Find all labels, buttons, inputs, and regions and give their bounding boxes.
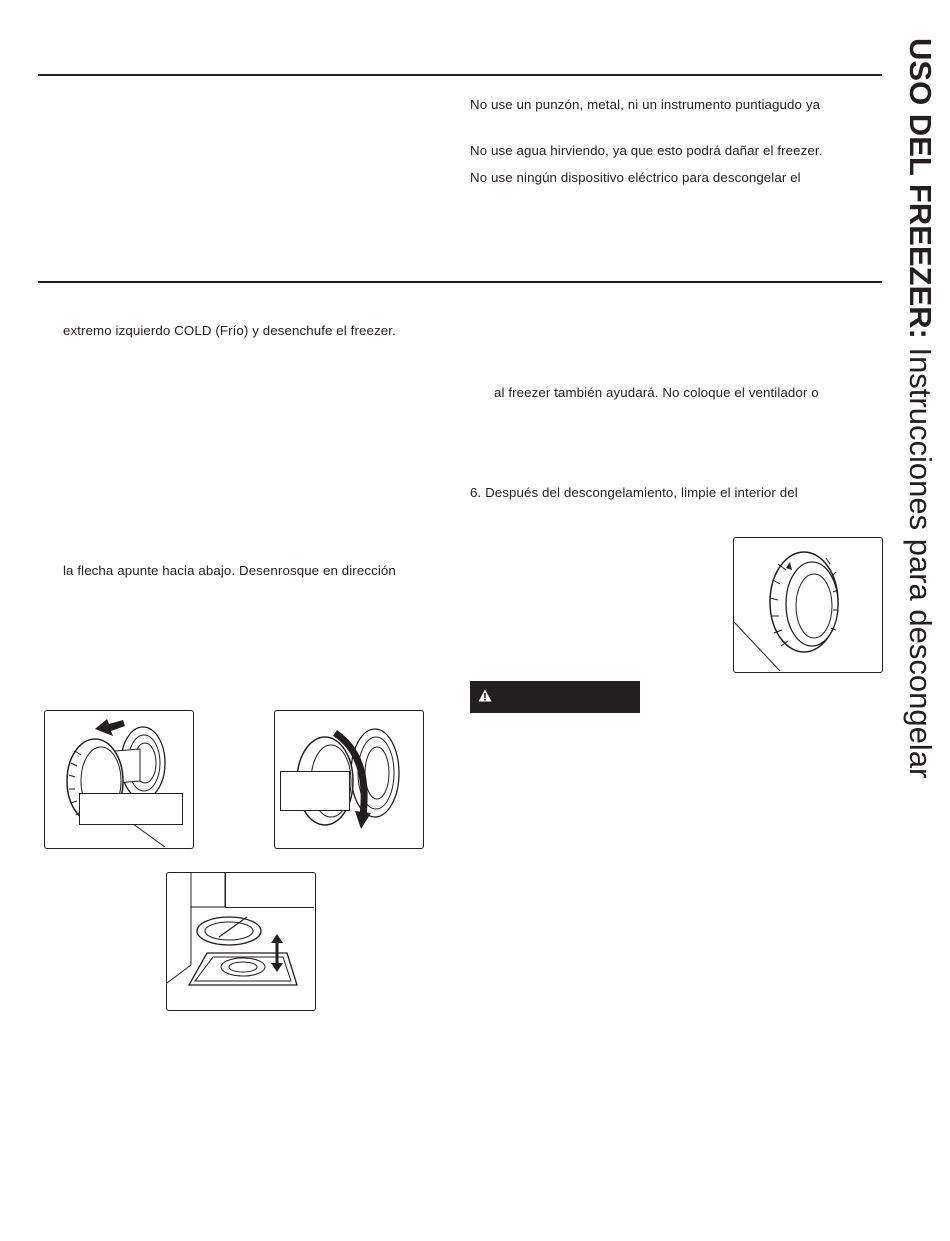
figure-1-label-box (79, 793, 183, 825)
drain-plug-pull-figure (44, 710, 194, 849)
section-side-title (903, 38, 937, 778)
right-text-line-2: No use agua hirviendo, ya que esto podrá dañar el freezer. (470, 143, 823, 158)
figure-2-label-box (280, 771, 350, 811)
step-6-text: 6. Después del descongelamiento, limpie el interior del (470, 485, 798, 500)
left-text-line-2: la flecha apunte hacia abajo. Desenrosque en dirección (63, 563, 396, 578)
side-title-bold: USO DEL FREEZER: (903, 38, 938, 339)
drain-plug-closeup-figure (733, 537, 883, 673)
figure-3-label-box (225, 873, 314, 908)
right-text-line-1: No use un punzón, metal, ni un instrumento puntiagudo ya (470, 97, 821, 112)
warning-banner (470, 681, 640, 713)
top-rule (38, 74, 882, 76)
side-title-rest: Instrucciones para descongelar (903, 338, 938, 779)
right-text-line-4: al freezer también ayudará. No coloque el ventilador o (494, 385, 819, 400)
drain-plug-closeup-illustration (734, 538, 881, 671)
drain-pan-figure (166, 872, 316, 1011)
warning-triangle-icon (478, 689, 492, 702)
drain-plug-pull-illustration (45, 711, 192, 847)
left-text-line-1: extremo izquierdo COLD (Frío) y desenchufe el freezer. (63, 323, 396, 338)
right-text-line-3: No use ningún dispositivo eléctrico para descongelar el (470, 170, 801, 185)
drain-plug-unscrew-figure (274, 710, 424, 849)
middle-rule (38, 281, 882, 283)
